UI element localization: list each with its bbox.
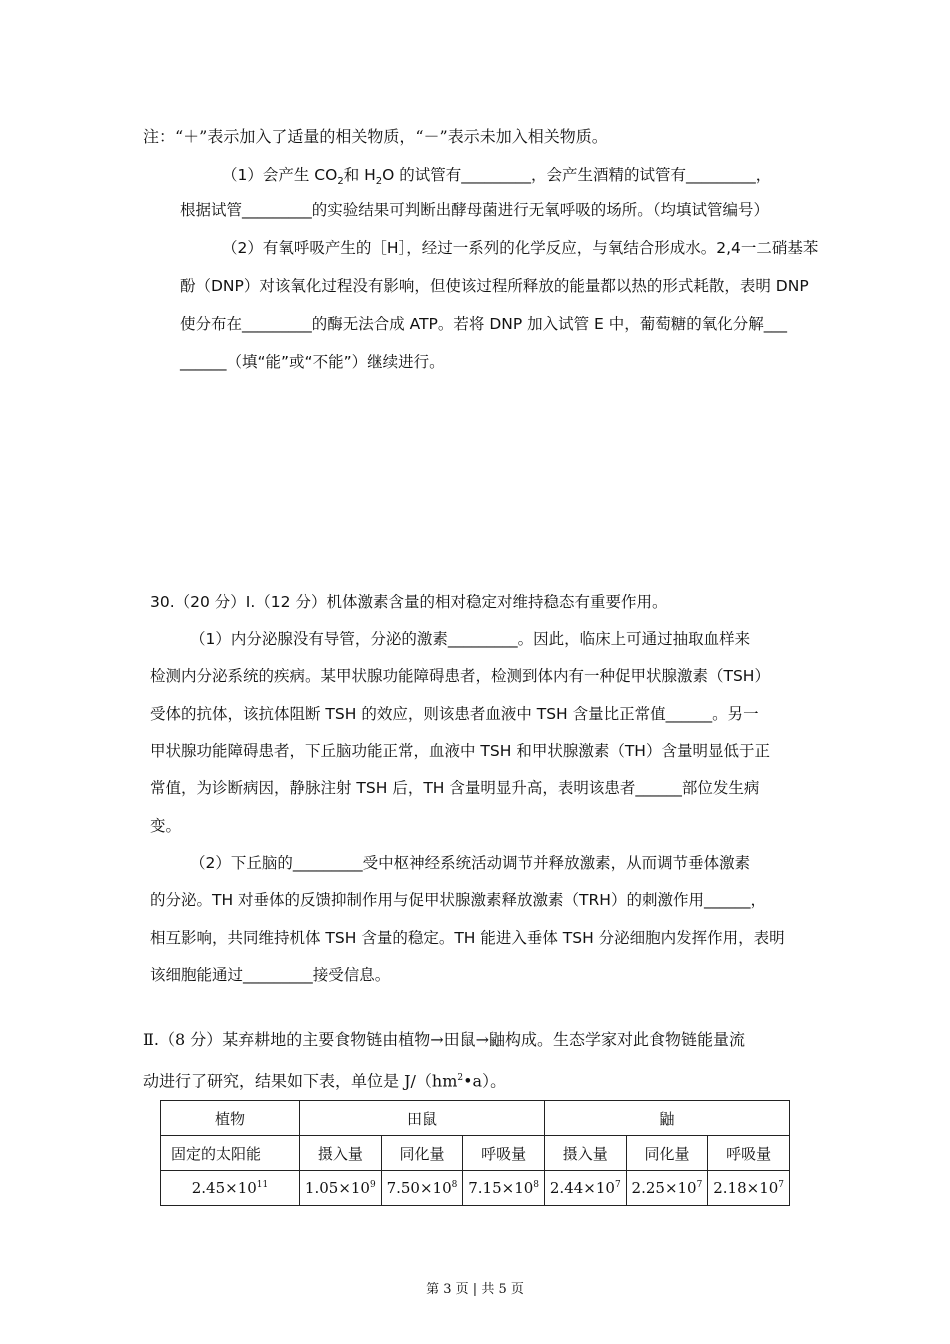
page-footer: 第 3 页 | 共 5 页 <box>426 1282 524 1297</box>
header-vole-respiration: 呼吸量 <box>463 1136 545 1171</box>
cell-weasel-respiration: $2.18\times 10^7$ <box>708 1171 790 1206</box>
q29-part1-line2: 根据试管_________的实验结果可判断出酵母菌进行无氧呼吸的场所。（均填试管编号） <box>180 201 770 219</box>
table-row <box>161 1171 790 1206</box>
cell-weasel-intake: $2.44\times 10^7$ <box>544 1171 626 1206</box>
table-note: 注：“＋”表示加入了适量的相关物质，“－”表示未加入相关物质。 <box>143 127 608 146</box>
q30-part2-line1: Ⅱ.（8 分）某弃耕地的主要食物链由植物→田鼠→鼬构成。生态学家对此食物链能量流 <box>143 1030 746 1049</box>
header-fixed-solar: 固定的太阳能 <box>161 1136 300 1171</box>
header-weasel-intake: 摄入量 <box>544 1136 626 1171</box>
header-weasel-assimilation: 同化量 <box>626 1136 708 1171</box>
q29-part2-line1: （2）有氧呼吸产生的［H］，经过一系列的化学反应，与氧结合形成水。2,4一二硝基苯 <box>222 239 819 257</box>
q30-line9: 相互影响，共同维持机体 TSH 含量的稳定。TH 能进入垂体 TSH 分泌细胞内发挥作用，表明 <box>150 929 785 947</box>
cell-vole-respiration: $7.15\times 10^8$ <box>463 1171 545 1206</box>
header-weasel: 鼬 <box>544 1101 789 1136</box>
header-vole-intake: 摄入量 <box>300 1136 382 1171</box>
q29-part2-line3: 使分布在_________的酶无法合成 ATP。若将 DNP 加入试管 E 中，葡萄糖的氧化分解___ <box>180 315 788 333</box>
q30-part2-line2: 动进行了研究，结果如下表，单位是 $J/(hm^2•a)$。 <box>143 1071 507 1091</box>
q30-line5: 常值，为诊断病因，静脉注射 TSH 后，TH 含量明显升高，表明该患者______部位发生病 <box>150 779 760 797</box>
q30-line2: 检测内分泌系统的疾病。某甲状腺功能障碍患者，检测到体内有一种促甲状腺激素（TSH） <box>150 667 770 685</box>
header-vole-assimilation: 同化量 <box>381 1136 463 1171</box>
q30-line4: 甲状腺功能障碍患者，下丘脑功能正常，血液中 TSH 和甲状腺激素（TH）含量明显低于正 <box>150 742 770 760</box>
q30-line1: （1）内分泌腺没有导管，分泌的激素_________。因此，临床上可通过抽取血样来 <box>190 630 751 648</box>
q29-part2-line2: 酚（DNP）对该氧化过程没有影响，但使该过程所释放的能量都以热的形式耗散，表明 DNP <box>180 277 809 295</box>
energy-flow-table <box>160 1100 790 1206</box>
q29-part2-line4: ______（填“能”或“不能”）继续进行。 <box>180 353 445 371</box>
header-plant: 植物 <box>161 1101 300 1136</box>
header-weasel-respiration: 呼吸量 <box>708 1136 790 1171</box>
q30-line10: 该细胞能通过_________接受信息。 <box>150 966 391 984</box>
cell-weasel-assimilation: $2.25\times 10^7$ <box>626 1171 708 1206</box>
q30-line3: 受体的抗体，该抗体阻断 TSH 的效应，则该患者血液中 TSH 含量比正常值______。另一 <box>150 705 759 723</box>
table-row <box>161 1101 790 1136</box>
q30-line6: 变。 <box>150 817 182 835</box>
q30-line7: （2）下丘脑的_________受中枢神经系统活动调节并释放激素，从而调节垂体激素 <box>190 854 751 872</box>
cell-vole-intake: $1.05\times 10^9$ <box>300 1171 382 1206</box>
q30-line8: 的分泌。TH 对垂体的反馈抑制作用与促甲状腺激素释放激素（TRH）的刺激作用______， <box>150 891 766 909</box>
table-row <box>161 1136 790 1171</box>
q29-part1-line1: （1）会产生 $CO_2$和 $H_2O$ 的试管有_________，会产生酒精的试管有_________， <box>222 166 772 188</box>
cell-vole-assimilation: $7.50\times 10^8$ <box>381 1171 463 1206</box>
header-vole: 田鼠 <box>300 1101 545 1136</box>
q30-heading: 30.（20 分）Ⅰ.（12 分）机体激素含量的相对稳定对维持稳态有重要作用。 <box>150 593 668 611</box>
cell-fixed-solar: $2.45\times 10^{11}$ <box>161 1171 300 1206</box>
